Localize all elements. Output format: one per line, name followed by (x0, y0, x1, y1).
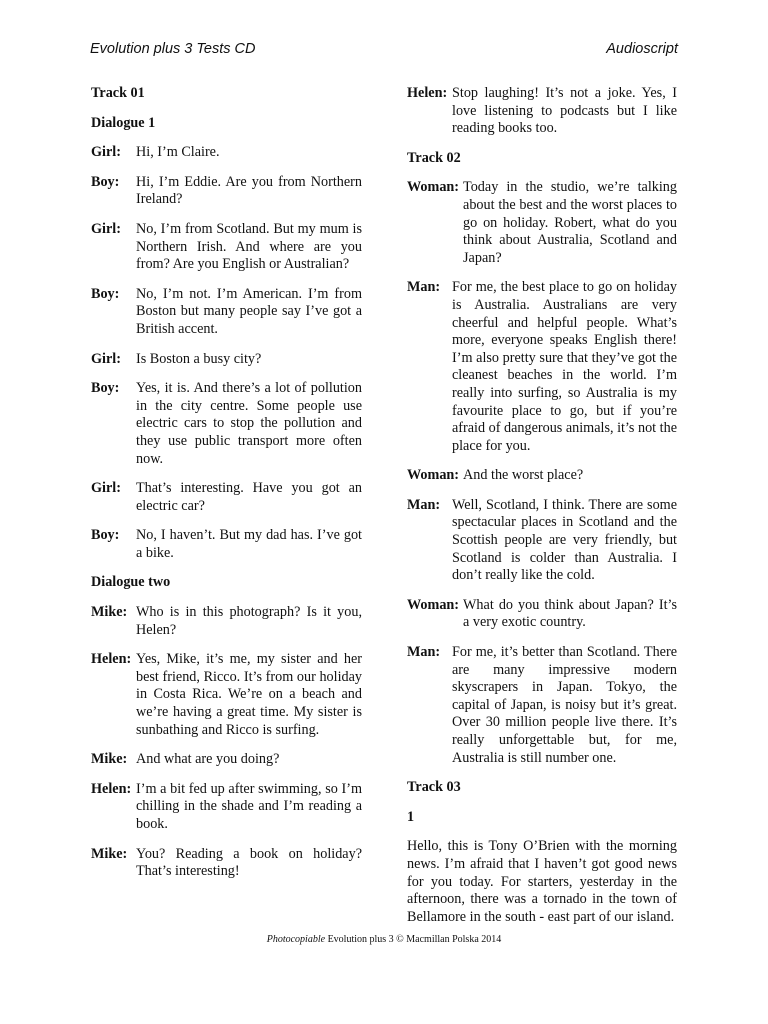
dialogue-line (91, 604, 362, 639)
dialogue-line (91, 286, 362, 339)
line-text: What do you think about Japan? It’s a very exotic country. (463, 596, 677, 631)
line-text: Stop laughing! It’s not a joke. Yes, I love listening to podcasts but I like reading books too. (452, 85, 677, 137)
page-footer (0, 934, 768, 945)
speaker-label: Man: (407, 644, 441, 661)
line-text: Yes, it is. And there’s a lot of pollution in the city centre. Some people use electric cars to stop the pollution and they use public transport more often now. (136, 380, 362, 467)
dialogue-line (91, 174, 362, 209)
line-text: No, I’m not. I’m American. I’m from Boston but many people say I’ve got a British accent. (136, 285, 362, 337)
line-text: And the worst place? (463, 467, 584, 484)
line-text: And what are you doing? (136, 751, 280, 768)
dialogue-heading: Dialogue 1 (91, 114, 156, 131)
line-text: No, I’m from Scotland. But my mum is Northern Irish. And where are you from? Are you English or Australian? (136, 220, 362, 273)
line-text: Is Boston a busy city? (136, 350, 262, 367)
dialogue-line (91, 380, 362, 468)
speaker-label: Man: (407, 279, 441, 296)
speaker-label: Man: (407, 496, 441, 513)
line-text: Who is in this photograph? Is it you, Helen? (136, 604, 362, 638)
line-text: Today in the studio, we’re talking about the best and the worst places to go on holiday. Robert, what do you think about Australia, Scotland and Japan? (463, 179, 677, 266)
track-heading: Track 01 (91, 85, 145, 101)
header-section-title: Audioscript (606, 41, 678, 57)
dialogue-line (407, 279, 677, 455)
dialogue-line (91, 781, 362, 834)
speaker-label: Girl: (91, 144, 121, 161)
left-column (91, 85, 362, 893)
dialogue-line (91, 480, 362, 515)
speaker-label: Mike: (91, 751, 128, 768)
speaker-label: Woman: (407, 467, 460, 484)
right-column (407, 85, 677, 926)
dialogue-line (407, 497, 677, 585)
footer-copyright: Evolution plus 3 © Macmillan Polska 2014 (325, 934, 502, 945)
speaker-label: Girl: (91, 480, 121, 497)
line-text: For me, it’s better than Scotland. There are many impressive modern skyscrapers in Japan. Tokyo, the capital of Japan, is noisy but it’s great. Over 30 million people live there. It’s really unforgettable but, for me, Australia is still number one. (452, 644, 677, 766)
speaker-label: Mike: (91, 604, 128, 621)
speaker-label: Girl: (91, 350, 121, 367)
dialogue-heading: Dialogue two (91, 574, 171, 591)
line-text: Yes, Mike, it’s me, my sister and her best friend, Ricco. It’s from our holiday in Costa Rica. We’re on a beach and we’re having a great time. My sister is sunbathing and Ricco is surfing. (136, 651, 362, 738)
header-book-title: Evolution plus 3 Tests CD (90, 41, 256, 57)
dialogue-line (91, 144, 362, 162)
dialogue-line (407, 467, 677, 485)
line-text: Well, Scotland, I think. There are some spectacular places in Scotland and the Scottish people are very friendly, but Scotland is colder than Australia. I don’t really like the cold. (452, 496, 677, 584)
speaker-label: Boy: (91, 527, 120, 544)
dialogue-line (91, 527, 362, 562)
dialogue-line (91, 751, 362, 769)
page-header (90, 41, 678, 61)
track-heading: Track 03 (407, 779, 461, 796)
dialogue-line (91, 846, 362, 881)
dialogue-line (407, 85, 677, 138)
footer-photocopiable: Photocopiable (266, 934, 326, 945)
item-number: 1 (407, 808, 415, 825)
speaker-label: Girl: (91, 220, 121, 237)
speaker-label: Boy: (91, 285, 120, 302)
speaker-label: Woman: (407, 179, 460, 196)
line-text: No, I haven’t. But my dad has. I’ve got a bike. (136, 527, 362, 561)
line-text: Hi, I’m Eddie. Are you from Northern Ireland? (136, 173, 362, 208)
dialogue-line (91, 351, 362, 369)
speaker-label: Helen: (91, 780, 132, 797)
line-text: I’m a bit fed up after swimming, so I’m chilling in the shade and I’m reading a book. (136, 780, 362, 832)
speaker-label: Boy: (91, 380, 120, 397)
track-heading: Track 02 (407, 149, 461, 166)
speaker-label: Helen: (407, 85, 448, 101)
speaker-label: Boy: (91, 173, 120, 190)
dialogue-line (407, 597, 677, 632)
news-paragraph: Hello, this is Tony O’Brien with the morning news. I’m afraid that I haven’t got good news for you today. For starters, yesterday in the afternoon, there was a tornado in the town of Bellamore in the south - east part of our island. (407, 838, 677, 925)
line-text: For me, the best place to go on holiday is Australia. Australians are very cheerful and helpful people. What’s more, everyone speaks English there! I’m also pretty sure that they’ve got the cleanest beaches in the world. I’m really into surfing, so Australia is my favourite place to go, but if you’re afraid of dangerous animals, it’s not the place for you. (452, 279, 677, 454)
line-text: Hi, I’m Claire. (136, 144, 220, 161)
dialogue-line (407, 179, 677, 267)
line-text: You? Reading a book on holiday? That’s interesting! (136, 845, 362, 880)
line-text: That’s interesting. Have you got an electric car? (136, 480, 362, 514)
dialogue-line (91, 651, 362, 739)
speaker-label: Mike: (91, 845, 128, 862)
dialogue-line (91, 221, 362, 274)
speaker-label: Woman: (407, 596, 460, 613)
speaker-label: Helen: (91, 651, 132, 668)
dialogue-line (407, 644, 677, 767)
